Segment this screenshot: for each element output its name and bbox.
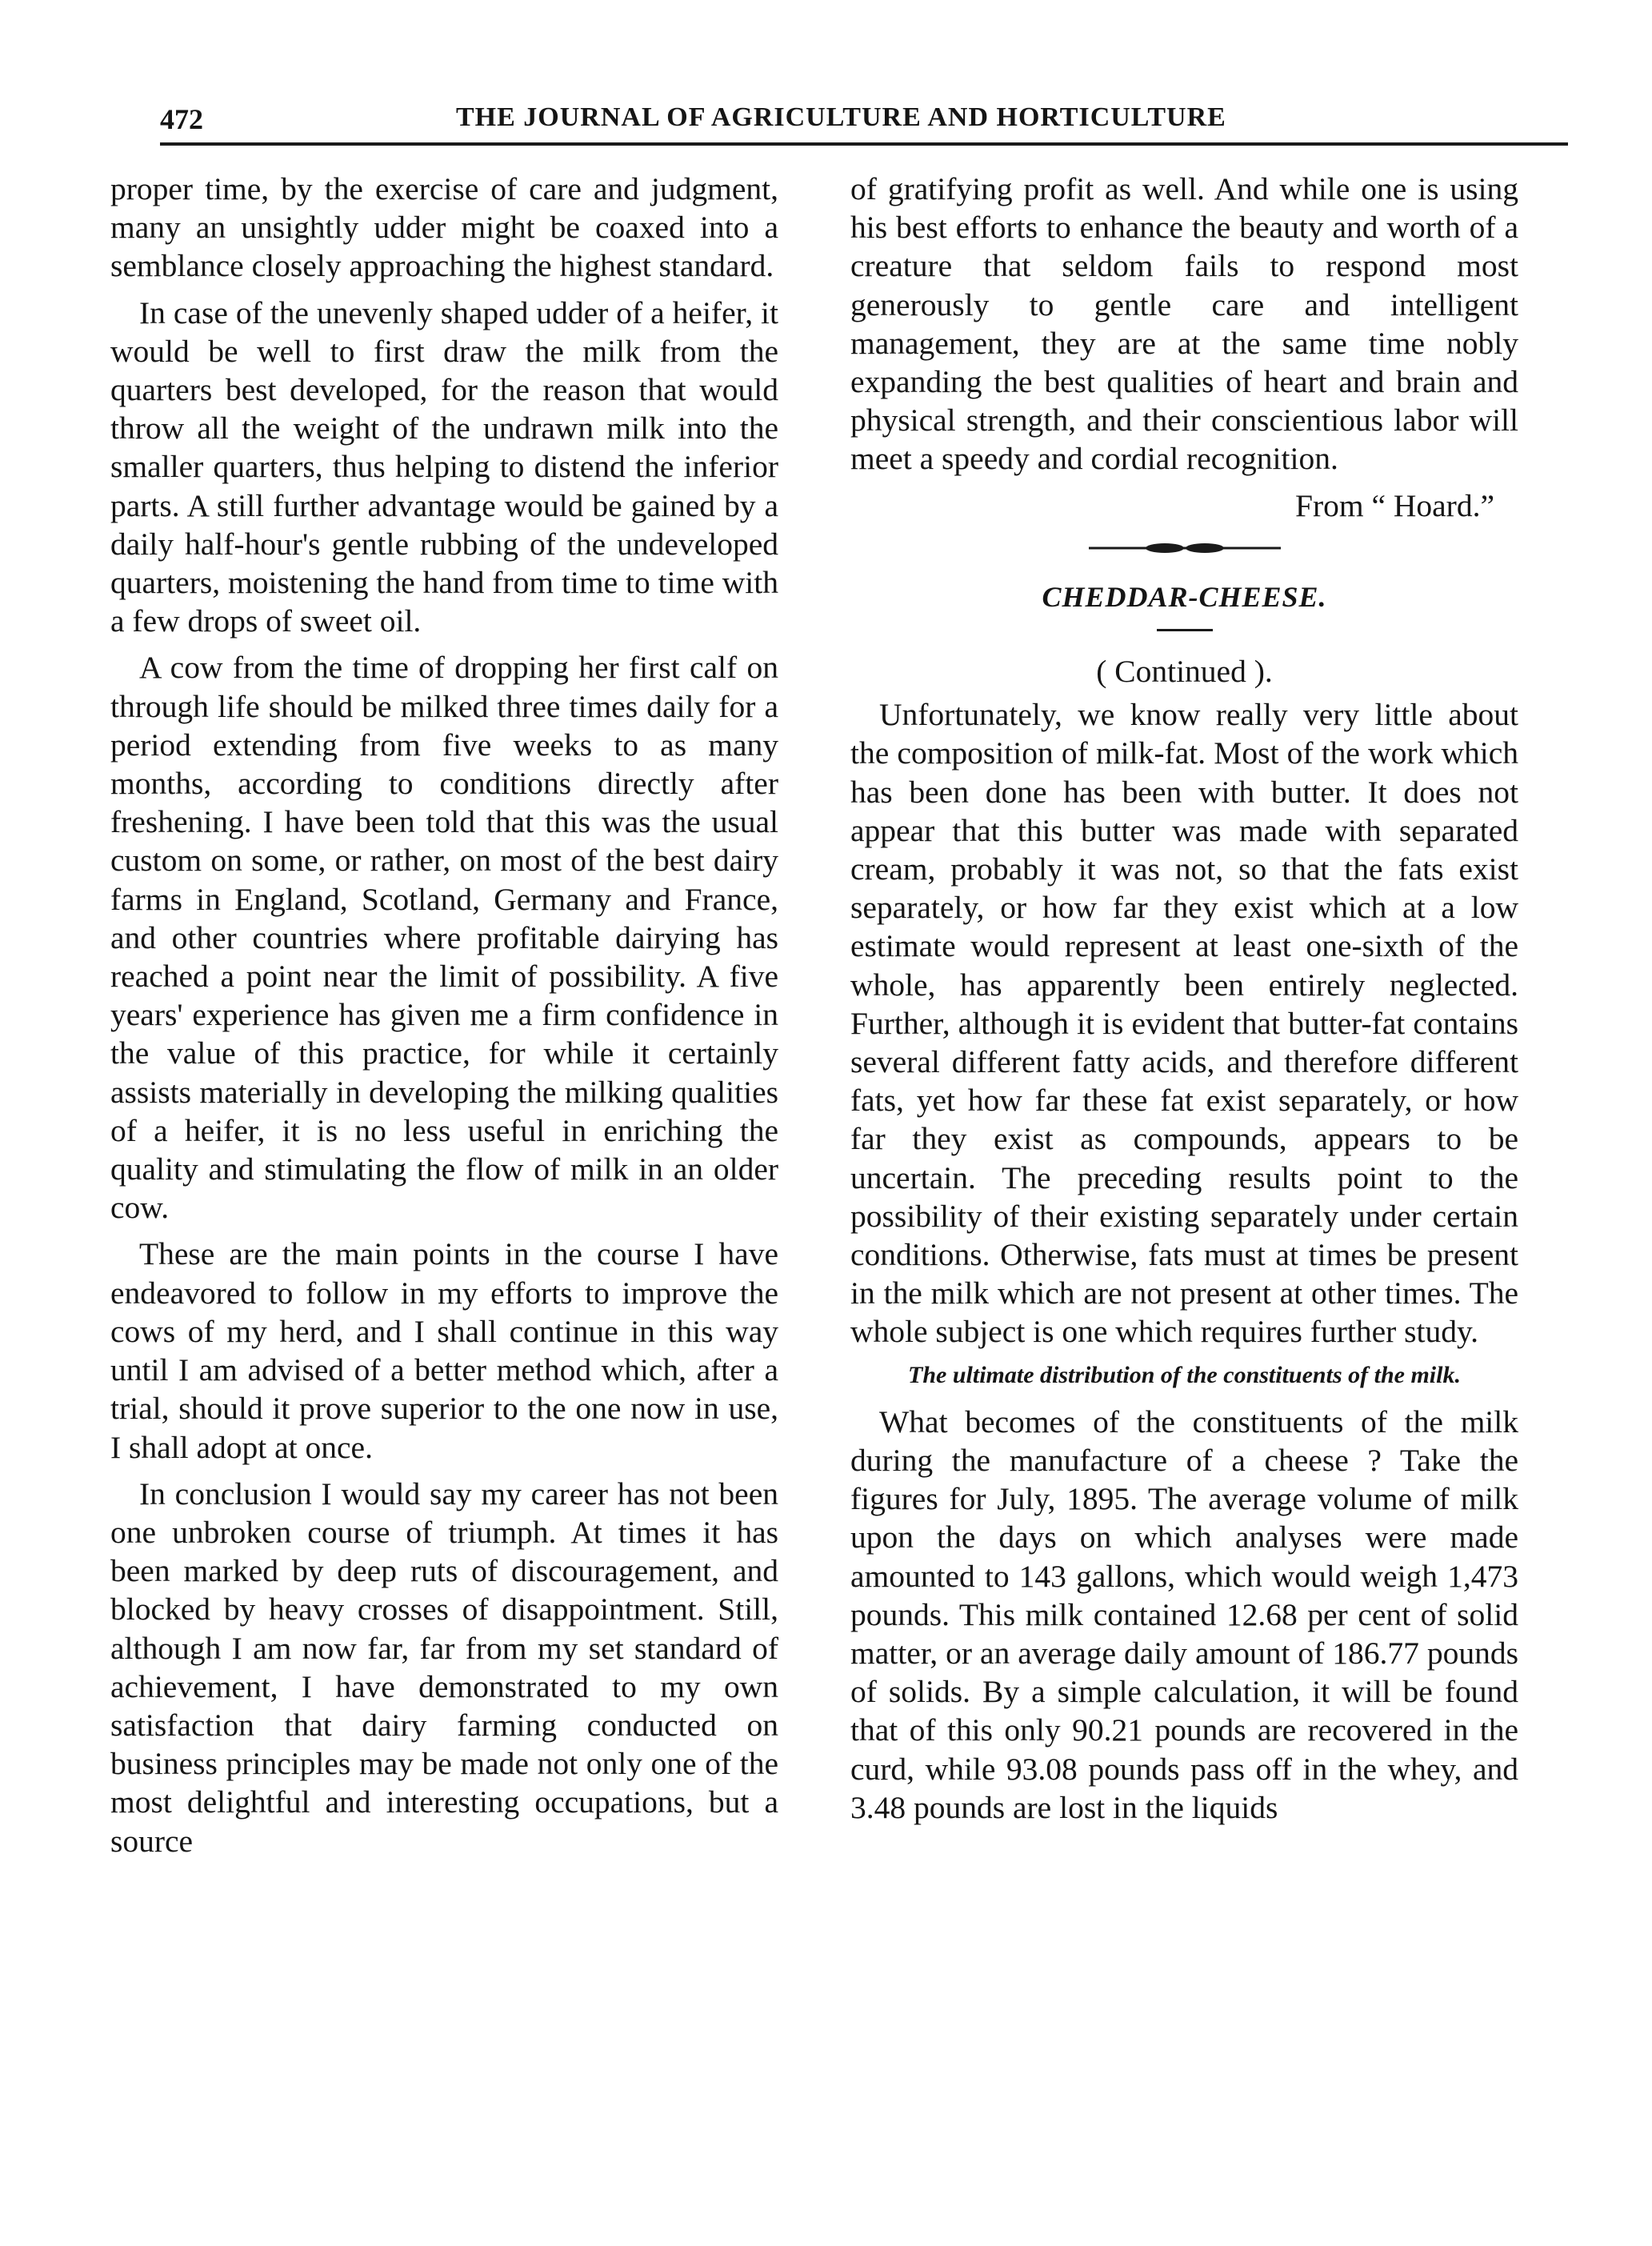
left-column <box>110 170 778 1868</box>
paragraph: What becomes of the constituents of the milk during the manufacture of a cheese ? Take the figures for July, 1895. The average volume of milk upon the days on which analyses were made amounted to 143 gallons, which would weigh 1,473 pounds. This milk contained 12.68 per cent of solid matter, or an average daily amount of 186.77 pounds of solids. By a simple calculation, it will be found that of this only 90.21 pounds are recovered in the curd, while 93.08 pounds pass off in the whey, and 3.48 pounds are lost in the liquids <box>850 1403 1518 1825</box>
paragraph: These are the main points in the course I have endeavored to follow in my efforts to improve the cows of my herd, and I shall continue in this way until I am advised of a better method which, after a trial, should it prove superior to the one now in use, I shall adopt at once. <box>110 1236 778 1465</box>
page-number: 472 <box>160 103 203 135</box>
ornament-rule <box>1081 539 1289 557</box>
paragraph: In case of the unevenly shaped udder of a heifer, it would be well to first draw the milk from the quarters best developed, for the reason that would throw all the weight of the undrawn milk into the smaller quarters, thus helping to distend the inferior parts. A still further advantage would be gained by a daily half-hour's gentle rubbing of the undeveloped quarters, moistening the hand from time to time with a few drops of sweet oil. <box>110 294 778 639</box>
paragraph: In conclusion I would say my career has not been one unbroken course of triumph. At times it has been marked by deep ruts of discouragement, and blocked by heavy crosses of disappointment. Still, although I am now far, far from my set standard of achievement, I have demonstrated to my own satisfaction that dairy farming conducted on business principles may be made not only one of the most delightful and interesting occupations, but a source <box>110 1475 778 1859</box>
section-title: CHEDDAR-CHEESE. <box>1042 580 1327 613</box>
page-header <box>160 94 1568 142</box>
paragraph: Unfortunately, we know really very little about the composition of milk-fat. Most of the work which has been done has been with butter. It does not appear that this butter was made with separated cream, probably it was not, so that the fats exist separately, or how far they exist which at a low estimate would represent at least one-sixth of the whole, has apparently been entirely neglected. Further, although it is evident that butter-fat contains several different fatty acids, and therefore different fats, yet how far these fat exist separately, or how far they exist as compounds, appears to be uncertain. The preceding results point to the possibility of their existing separately under certain conditions. Otherwise, fats must at times be present in the milk which are not present at other times. The whole subject is one which requires further study. <box>850 697 1518 1350</box>
paragraph: A cow from the time of dropping her first calf on through life should be milked three times daily for a period extending from five weeks to as many months, according to conditions directly after freshening. I have been told that this was the usual custom on some, or rather, on most of the best dairy farms in England, Scotland, Germany and France, and other countries where profitable dairying has reached a point near the limit of possibility. A five years' experience has given me a firm confidence in the value of this practice, for while it certainly assists materially in developing the milking qualities of a heifer, it is no less useful in enriching the quality and stimulating the flow of milk in an older cow. <box>110 650 778 1226</box>
continued-label: ( Continued ). <box>1096 654 1273 690</box>
header-rule <box>160 142 1568 146</box>
running-title: THE JOURNAL OF AGRICULTURE AND HORTICULTURE <box>456 102 1226 132</box>
right-column <box>850 170 1518 1835</box>
attribution: From “ Hoard.” <box>1295 487 1494 523</box>
continued-paragraph: of gratifying profit as well. And while one is using his best efforts to enhance the beauty and worth of a creature that seldom fails to respond most generously to gentle care and intelligent management, they are at the same time nobly expanding the best qualities of heart and brain and physical strength, and their conscientious labor will meet a speedy and cordial recognition. <box>850 171 1518 477</box>
paragraph: proper time, by the exercise of care and judgment, many an unsightly udder might be coaxed into a semblance closely approaching the highest standard. <box>110 171 778 284</box>
short-rule <box>1157 629 1213 631</box>
subheading: The ultimate distribution of the constituents of the milk. <box>908 1361 1461 1388</box>
